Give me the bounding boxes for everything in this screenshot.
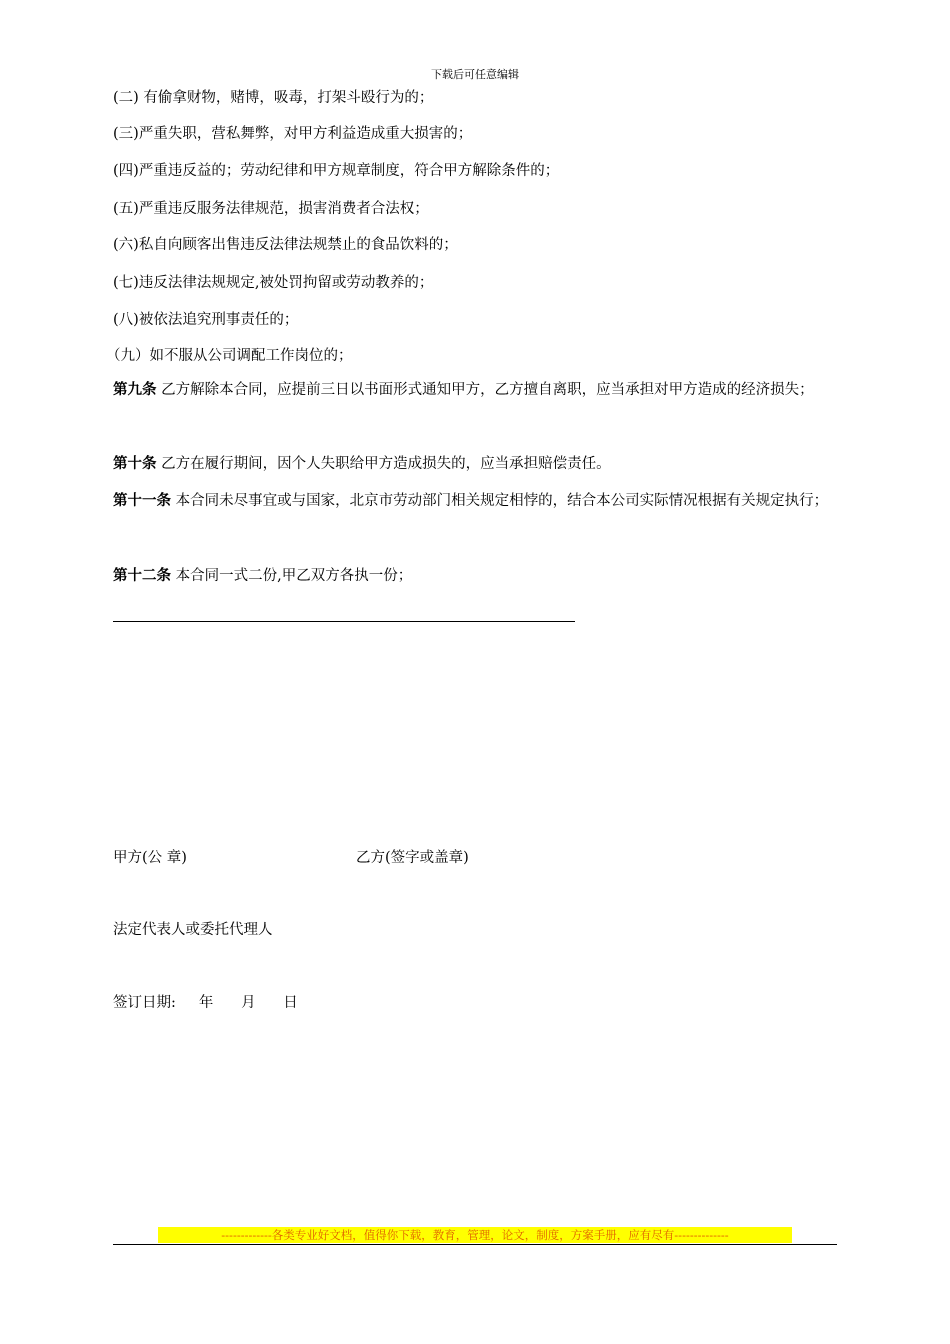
article-9-text: 乙方解除本合同，应提前三日以书面形式通知甲方，乙方擅自离职，应当承担对甲方造成的经济损失； bbox=[156, 382, 814, 398]
clause-item-4: (四)严重违反益的；劳动纪律和甲方规章制度，符合甲方解除条件的； bbox=[113, 163, 560, 179]
clause-item-7: (七)违反法律法规规定,被处罚拘留或劳动教养的； bbox=[113, 275, 434, 291]
article-12-text: 本合同一式二份,甲乙双方各执一份； bbox=[171, 568, 413, 584]
article-10 bbox=[113, 446, 837, 482]
representative-label: 法定代表人或委托代理人 bbox=[113, 922, 273, 938]
divider-rule bbox=[113, 621, 575, 622]
clause-item-9: （九）如不服从公司调配工作岗位的； bbox=[106, 348, 353, 364]
signing-date-label: 签订日期: 年 月 日 bbox=[113, 995, 298, 1011]
article-9 bbox=[113, 372, 837, 408]
party-a-label: 甲方(公 章) bbox=[113, 850, 187, 866]
article-9-title: 第九条 bbox=[113, 381, 157, 398]
clause-item-6: (六)私自向顾客出售违反法律法规禁止的食品饮料的； bbox=[113, 237, 458, 253]
article-10-text: 乙方在履行期间，因个人失职给甲方造成损失的，应当承担赔偿责任。 bbox=[156, 456, 611, 472]
article-10-title: 第十条 bbox=[113, 455, 157, 472]
clause-item-3: (三)严重失职，营私舞弊，对甲方利益造成重大损害的； bbox=[113, 126, 473, 142]
article-11-text: 本合同未尽事宜或与国家，北京市劳动部门相关规定相悖的，结合本公司实际情况根据有关规定执行； bbox=[171, 493, 829, 509]
clause-item-2: (二) 有偷拿财物，赌博，吸毒，打架斗殴行为的； bbox=[113, 90, 434, 106]
footer-banner: -------------各类专业好文档，值得你下载，教育，管理，论文，制度，方案手册，应有尽有-------------- bbox=[158, 1227, 792, 1243]
party-b-label: 乙方(签字或盖章) bbox=[356, 850, 469, 866]
header-note: 下载后可任意编辑 bbox=[431, 68, 519, 81]
article-12-title: 第十二条 bbox=[113, 567, 171, 584]
footer-rule bbox=[113, 1244, 837, 1245]
article-12 bbox=[113, 558, 837, 594]
clause-item-8: (八)被依法追究刑事责任的； bbox=[113, 312, 299, 328]
article-11-title: 第十一条 bbox=[113, 492, 171, 509]
clause-item-5: (五)严重违反服务法律规范，损害消费者合法权； bbox=[113, 201, 429, 217]
article-11 bbox=[113, 483, 837, 519]
